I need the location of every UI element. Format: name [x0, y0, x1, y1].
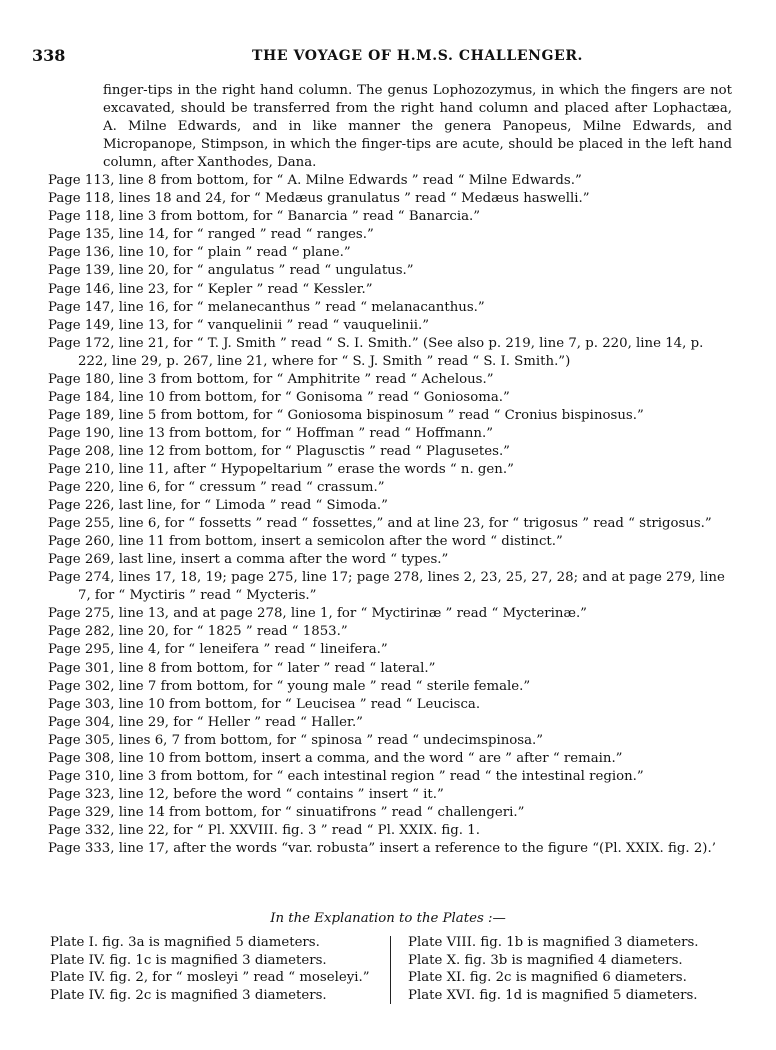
erratum-entry: Page 308, line 10 from bottom, insert a comma, and the word “ are ” after “ remain.” — [48, 750, 623, 766]
erratum-entry: Page 136, line 10, for “ plain ” read “ plane.” — [48, 245, 351, 261]
erratum-entry: Page 329, line 14 from bottom, for “ sinuatifrons ” read “ challengeri.” — [48, 804, 525, 820]
plate-correction: Plate VIII. fig. 1b is magnified 3 diameters. — [408, 935, 699, 950]
plate-correction: Plate IV. fig. 2, for “ mosleyi ” read “ moseleyi.” — [50, 970, 370, 985]
erratum-entry: Page 305, lines 6, 7 from bottom, for “ spinosa ” read “ undecimspinosa.” — [48, 732, 544, 748]
errata-list — [48, 172, 732, 858]
erratum-entry: Page 226, last line, for “ Limoda ” read “ Simoda.” — [48, 498, 388, 514]
erratum-entry: Page 303, line 10 from bottom, for “ Leucisea ” read “ Leucisca. — [48, 696, 481, 712]
erratum-entry: Page 310, line 3 from bottom, for “ each intestinal region ” read “ the intestinal region.” — [48, 768, 644, 784]
erratum-entry: Page 274, lines 17, 18, 19; page 275, line 17; page 278, lines 2, 23, 25, 27, 28; and at page 279, line 7, for “ Myctiris ” read “ Mycteris.” — [48, 570, 725, 604]
erratum-entry: Page 282, line 20, for “ 1825 ” read “ 1853.” — [48, 624, 348, 640]
erratum-entry: Page 302, line 7 from bottom, for “ young male ” read “ sterile female.” — [48, 678, 531, 694]
running-title: THE VOYAGE OF H.M.S. CHALLENGER. — [252, 48, 584, 64]
errata-body — [48, 82, 732, 858]
erratum-entry: Page 147, line 16, for “ melanecanthus ” read “ melanacanthus.” — [48, 299, 485, 315]
plate-correction: Plate XVI. fig. 1d is magnified 5 diameters. — [408, 987, 698, 1003]
plates-left-column — [50, 934, 380, 1004]
page-header — [32, 46, 732, 68]
erratum-entry: Page 333, line 17, after the words “var. robusta” insert a reference to the figure “(Pl. XXIX. fig. 2).’ — [48, 840, 716, 856]
erratum-entry: Page 304, line 29, for “ Heller ” read “ Haller.” — [48, 714, 363, 730]
erratum-entry: Page 208, line 12 from bottom, for “ Plagusctis ” read “ Plagusetes.” — [48, 443, 510, 459]
erratum-entry: Page 189, line 5 from bottom, for “ Goniosoma bispinosum ” read “ Cronius bispinosus.” — [48, 407, 644, 423]
erratum-entry: Page 180, line 3 from bottom, for “ Amphitrite ” read “ Achelous.” — [48, 371, 494, 387]
plates-corrections — [50, 934, 720, 1006]
erratum-entry: Page 113, line 8 from bottom, for “ A. Milne Edwards ” read “ Milne Edwards.” — [48, 173, 582, 189]
erratum-entry: Page 323, line 12, before the word “ contains ” insert “ it.” — [48, 786, 444, 802]
erratum-entry: Page 269, last line, insert a comma after the word “ types.” — [48, 552, 449, 568]
plate-correction: Plate X. fig. 3b is magnified 4 diameters. — [408, 952, 683, 968]
erratum-entry: Page 255, line 6, for “ fossetts ” read “ fossettes,” and at line 23, for “ trigosus ” read “ strigosus.” — [48, 516, 712, 532]
erratum-entry: Page 260, line 11 from bottom, insert a semicolon after the word “ distinct.” — [48, 534, 563, 550]
erratum-entry: Page 172, line 21, for “ T. J. Smith ” read “ S. I. Smith.” (See also p. 219, line 7, p. 220, line 14, p. 222, line 29, p. 267, line 21, where for “ S. J. Smith ” read “ S. I. Smith.”) — [48, 335, 704, 369]
erratum-entry: Page 139, line 20, for “ angulatus ” read “ ungulatus.” — [48, 263, 414, 279]
page-number: 338 — [32, 46, 66, 65]
plate-correction: Plate XI. fig. 2c is magnified 6 diameters. — [408, 970, 687, 985]
erratum-entry: Page 190, line 13 from bottom, for “ Hoffman ” read “ Hoffmann.” — [48, 425, 494, 441]
erratum-entry: Page 210, line 11, after “ Hypopeltarium ” erase the words “ n. gen.” — [48, 461, 514, 477]
erratum-entry: Page 149, line 13, for “ vanquelinii ” read “ vauquelinii.” — [48, 317, 430, 333]
erratum-entry: Page 332, line 22, for “ Pl. XXVIII. fig. 3 ” read “ Pl. XXIX. fig. 1. — [48, 822, 480, 838]
erratum-entry: Page 184, line 10 from bottom, for “ Gonisoma ” read “ Goniosoma.” — [48, 389, 510, 405]
erratum-entry: Page 220, line 6, for “ cressum ” read “ crassum.” — [48, 480, 385, 496]
erratum-entry: Page 146, line 23, for “ Kepler ” read “ Kessler.” — [48, 281, 373, 297]
plate-correction: Plate IV. fig. 1c is magnified 3 diameters. — [50, 952, 327, 968]
plate-correction: Plate I. fig. 3a is magnified 5 diameters. — [50, 935, 320, 950]
column-divider — [390, 936, 391, 1004]
erratum-entry: Page 118, line 3 from bottom, for “ Banarcia ” read “ Banarcia.” — [48, 209, 481, 225]
explanation-title: In the Explanation to the Plates :— — [270, 911, 506, 926]
plates-right-column — [408, 934, 728, 1004]
continuation-paragraph: finger-tips in the right hand column. The genus Lophozozymus, in which the fingers are not excavated, should be transferred from the right hand column and placed after Lophactæa, A. Milne Edwards, and in like manner the genera Panopeus, Milne Edwards, and Micropanope, Stimpson, in which the finger-tips are acute, should be placed in the left hand column, after Xanthodes, Dana. — [103, 83, 732, 171]
erratum-entry: Page 275, line 13, and at page 278, line 1, for “ Myctirinæ ” read “ Mycterinæ.” — [48, 606, 587, 622]
erratum-entry: Page 118, lines 18 and 24, for “ Medæus granulatus ” read “ Medæus haswelli.” — [48, 191, 590, 207]
plate-correction: Plate IV. fig. 2c is magnified 3 diameters. — [50, 987, 327, 1003]
erratum-entry: Page 295, line 4, for “ leneifera ” read “ lineifera.” — [48, 642, 388, 658]
erratum-entry: Page 135, line 14, for “ ranged ” read “ ranges.” — [48, 227, 374, 243]
erratum-entry: Page 301, line 8 from bottom, for “ later ” read “ lateral.” — [48, 660, 436, 676]
